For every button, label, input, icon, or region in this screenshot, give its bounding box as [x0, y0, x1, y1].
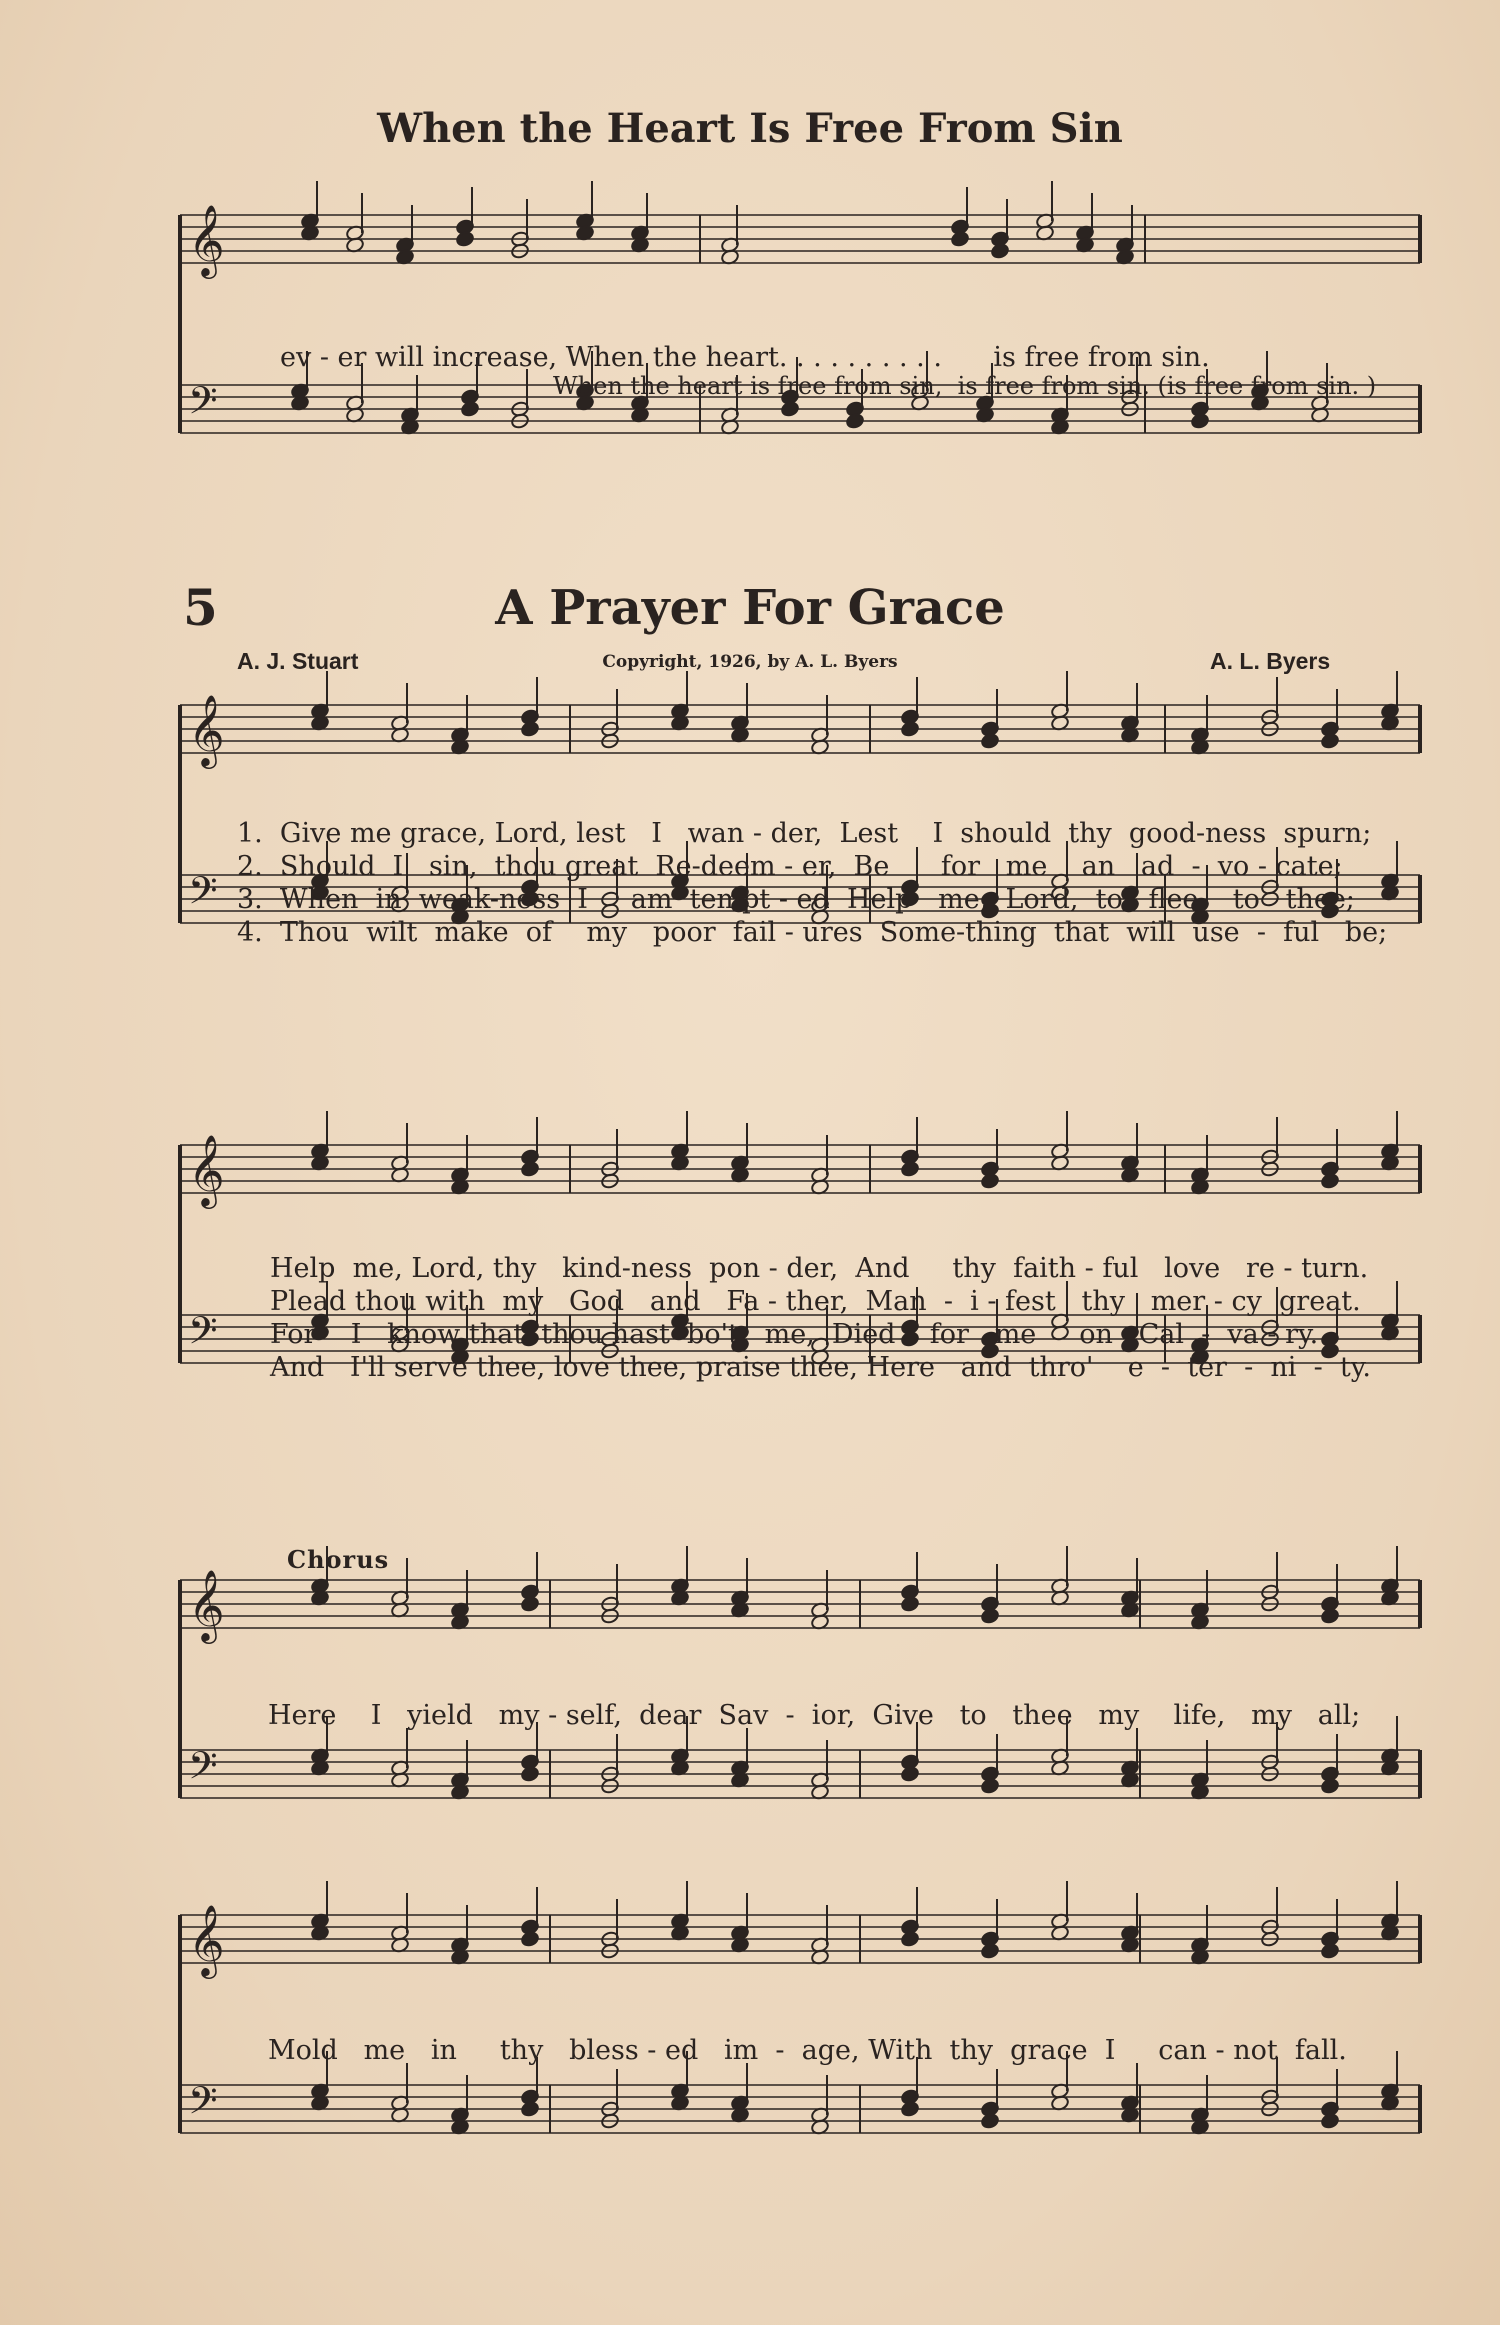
- top-bass-note: [1190, 413, 1209, 430]
- hymn-number: 5: [183, 578, 218, 637]
- main-bass-3-note: [980, 1778, 999, 1795]
- main-treble-4-note: [980, 1943, 999, 1960]
- main-system-1-treble-clef: 𝄞: [188, 693, 225, 766]
- verse-a-line-4: 4. Thou wilt make of my poor fail - ures Some-thing that will use - ful be;: [237, 917, 1388, 948]
- verse-a-line-2: 2. Should I sin, thou great Re-deem - er, Be for me an ad - vo - cate;: [237, 851, 1343, 882]
- top-hymn-title: When the Heart Is Free From Sin: [377, 105, 1123, 152]
- top-bass-note: [780, 401, 799, 418]
- main-bass-4-note: [980, 2113, 999, 2130]
- main-bass-3-note: [900, 1766, 919, 1783]
- main-treble-1-note: [1320, 733, 1339, 750]
- hymn-title: A Prayer For Grace: [495, 580, 1005, 636]
- top-bass-note: [460, 401, 479, 418]
- main-treble-2-note: [520, 1161, 539, 1178]
- chorus-line-2: Mold me in thy bless - ed im - age, With thy grace I can - not fall.: [268, 2035, 1347, 2066]
- main-system-1-bass-clef: 𝄢: [188, 868, 218, 922]
- verse-b-line-3: For I know that thou hast bo't me, Died for me on Cal - va - ry.: [270, 1319, 1319, 1350]
- main-treble-2-note: [1320, 1173, 1339, 1190]
- top-treble-note: [455, 231, 474, 248]
- main-treble-1-note: [980, 733, 999, 750]
- copyright-notice: Copyright, 1926, by A. L. Byers: [602, 652, 898, 672]
- main-bass-4-note: [900, 2101, 919, 2118]
- top-lyric-line-1: ev - er will increase, When the heart. . . . . . . . . . is free from sin.: [280, 342, 1210, 373]
- main-bass-3-note: [520, 1766, 539, 1783]
- music-author: A. L. Byers: [1210, 648, 1331, 674]
- verse-b-line-4: And I'll serve thee, love thee, praise thee, Here and thro' e - ter - ni - ty.: [270, 1352, 1371, 1383]
- main-treble-4-note: [900, 1931, 919, 1948]
- main-system-4-treble-clef: 𝄞: [188, 1903, 225, 1976]
- main-treble-3-note: [520, 1596, 539, 1613]
- main-treble-4-note: [520, 1931, 539, 1948]
- main-treble-3-note: [1320, 1608, 1339, 1625]
- chorus-line-1: Here I yield my - self, dear Sav - ior, Give to thee my life, my all;: [268, 1700, 1361, 1731]
- verse-b-line-1: Help me, Lord, thy kind-ness pon - der, And thy faith - ful love re - turn.: [270, 1253, 1369, 1284]
- main-system-3-bass-clef: 𝄢: [188, 1743, 218, 1797]
- main-bass-4-note: [1320, 2113, 1339, 2130]
- top-treble-note: [990, 243, 1009, 260]
- top-bass-note: [845, 413, 864, 430]
- main-system-3-treble-clef: 𝄞: [188, 1568, 225, 1641]
- verse-a-line-1: 1. Give me grace, Lord, lest I wan - der, Lest I should thy good-ness spurn;: [237, 818, 1372, 849]
- main-system-2-bass-clef: 𝄢: [188, 1308, 218, 1362]
- main-treble-2-note: [900, 1161, 919, 1178]
- main-system-2-treble-clef: 𝄞: [188, 1133, 225, 1206]
- main-bass-3-note: [1320, 1778, 1339, 1795]
- top-system-bass-clef: 𝄢: [188, 378, 218, 432]
- main-bass-4-note: [520, 2101, 539, 2118]
- top-treble-note: [950, 231, 969, 248]
- main-treble-1-note: [520, 721, 539, 738]
- top-lyric-line-2: When the heart is free from sin, is free from sin. (is free from sin. ): [553, 372, 1377, 400]
- verse-a-line-3: 3. When in weak-ness I am tempt - ed Help me, Lord, to flee to thee;: [237, 884, 1355, 915]
- main-treble-1-note: [900, 721, 919, 738]
- top-system-treble-clef: 𝄞: [188, 203, 225, 276]
- main-treble-3-note: [980, 1608, 999, 1625]
- main-treble-4-note: [1320, 1943, 1339, 1960]
- chorus-label: Chorus: [287, 1545, 390, 1574]
- main-system-4-bass-clef: 𝄢: [188, 2078, 218, 2132]
- main-treble-2-note: [980, 1173, 999, 1190]
- main-treble-3-note: [900, 1596, 919, 1613]
- words-author: A. J. Stuart: [237, 648, 359, 674]
- verse-b-line-2: Plead thou with my God and Fa - ther, Man - i - fest thy mer - cy great.: [270, 1286, 1361, 1317]
